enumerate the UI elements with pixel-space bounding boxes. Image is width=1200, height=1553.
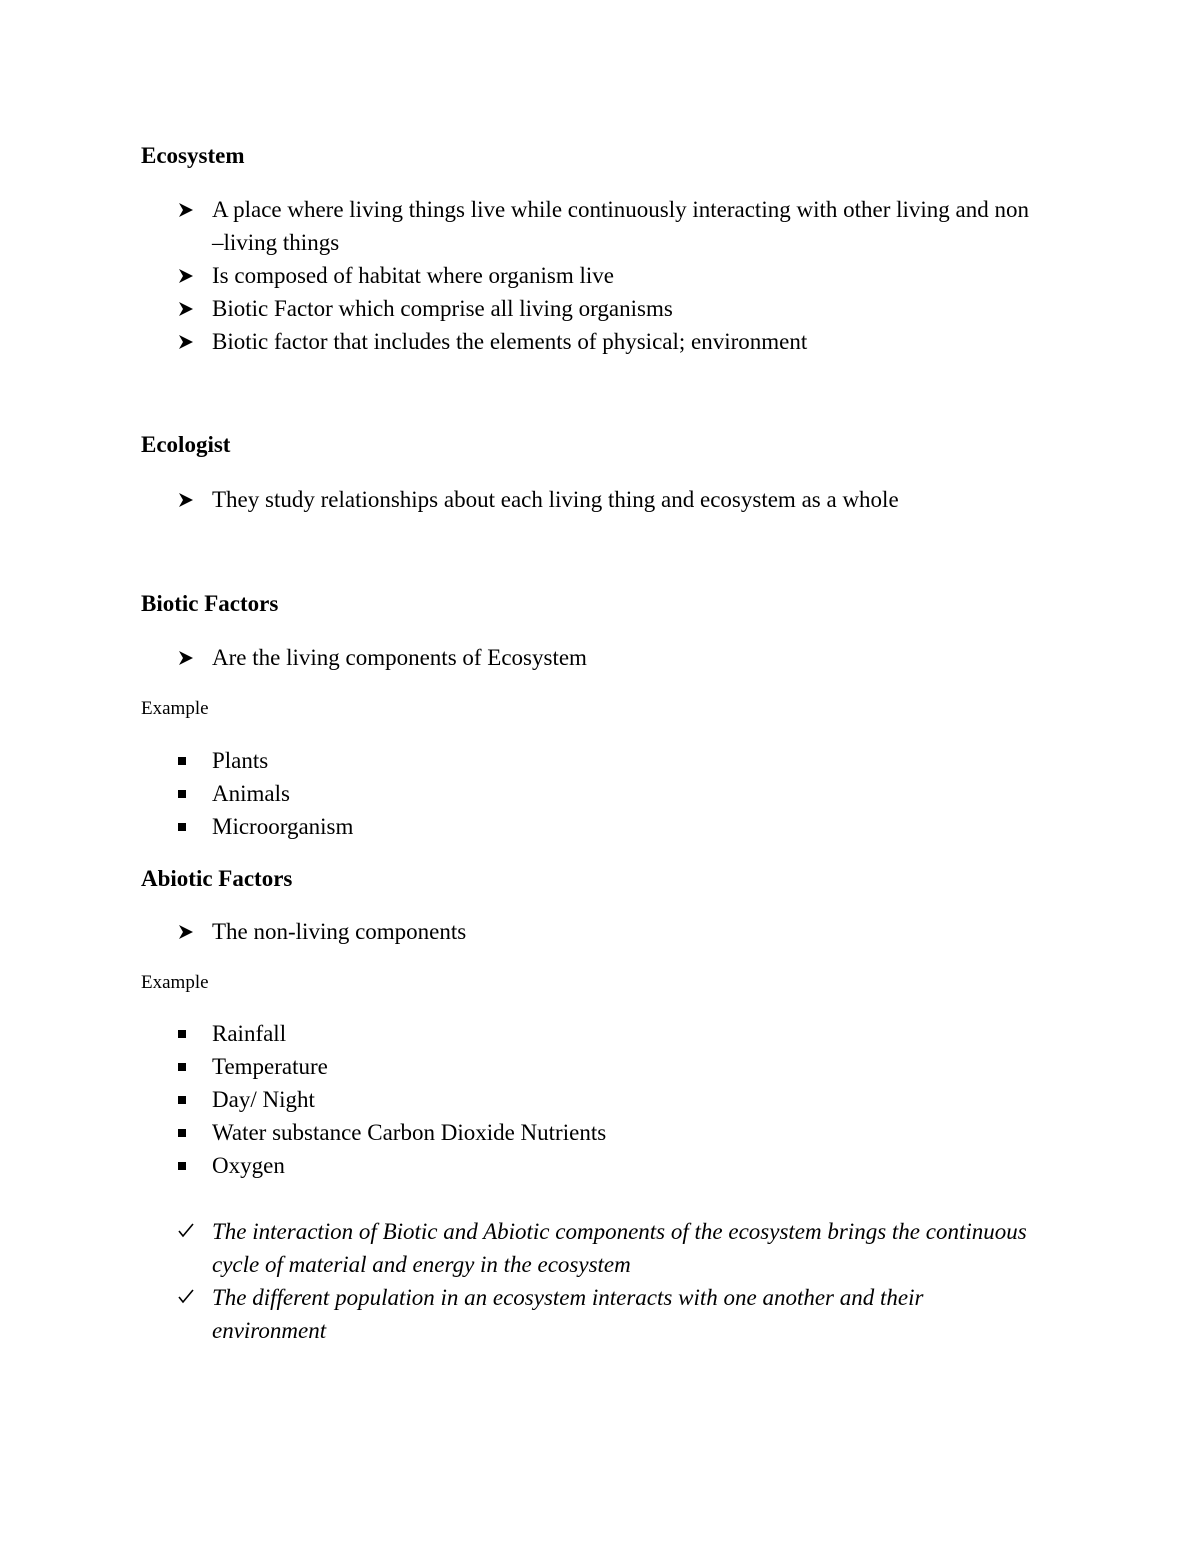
section-ecosystem [141, 141, 1041, 171]
list-item-text: Water substance Carbon Dioxide Nutrients [212, 1120, 607, 1145]
example-label: Example [141, 972, 209, 993]
list-item-text: Rainfall [212, 1021, 287, 1046]
list-item [141, 292, 1041, 325]
list-item-text: They study relationships about each living thing and ecosystem as a whole [212, 487, 899, 512]
list-item [141, 777, 1041, 810]
list-item [141, 325, 1041, 358]
list-item [141, 193, 1041, 259]
list-item [141, 915, 1041, 948]
list-item-text: Animals [212, 781, 290, 806]
list-item [141, 744, 1041, 777]
list-item-text: Biotic factor that includes the elements of physical; environment [212, 329, 808, 354]
biotic-example-label [141, 696, 1041, 722]
list-item [141, 1281, 1041, 1347]
list-item [141, 810, 1041, 843]
abiotic-points [141, 915, 1041, 948]
section-heading: Abiotic Factors [141, 866, 293, 891]
section-heading: Ecosystem [141, 143, 245, 168]
list-item [141, 1116, 1041, 1149]
list-item-text: Day/ Night [212, 1087, 315, 1112]
ecosystem-points [141, 193, 1041, 358]
list-item-text: Temperature [212, 1054, 328, 1079]
list-item-text: Oxygen [212, 1153, 285, 1178]
list-item [141, 483, 1041, 516]
example-label: Example [141, 698, 209, 719]
list-item-text: Microorganism [212, 814, 354, 839]
list-item [141, 641, 1041, 674]
abiotic-examples [141, 1017, 1041, 1182]
list-item [141, 1215, 1041, 1281]
list-item-text: Plants [212, 748, 269, 773]
list-item-text: A place where living things live while continuously interacting with other living and non –living things [212, 197, 1029, 255]
list-item-text: The different population in an ecosystem interacts with one another and their environment [212, 1285, 924, 1343]
biotic-points [141, 641, 1041, 674]
notes [141, 1215, 1041, 1347]
list-item [141, 1149, 1041, 1182]
section-biotic [141, 589, 1041, 619]
list-item [141, 1083, 1041, 1116]
list-item-text: Biotic Factor which comprise all living organisms [212, 296, 673, 321]
list-item-text: Are the living components of Ecosystem [212, 645, 587, 670]
ecologist-points [141, 483, 1041, 516]
biotic-examples [141, 744, 1041, 843]
list-item-text: The non-living components [212, 919, 467, 944]
list-item [141, 1017, 1041, 1050]
section-abiotic [141, 864, 1041, 894]
list-item-text: Is composed of habitat where organism live [212, 263, 614, 288]
section-ecologist [141, 430, 1041, 460]
abiotic-example-label [141, 970, 1041, 996]
section-heading: Biotic Factors [141, 591, 279, 616]
list-item-text: The interaction of Biotic and Abiotic components of the ecosystem brings the continuous cycle of material and energy in the ecosystem [212, 1219, 1027, 1277]
section-heading: Ecologist [141, 432, 231, 457]
list-item [141, 1050, 1041, 1083]
list-item [141, 259, 1041, 292]
